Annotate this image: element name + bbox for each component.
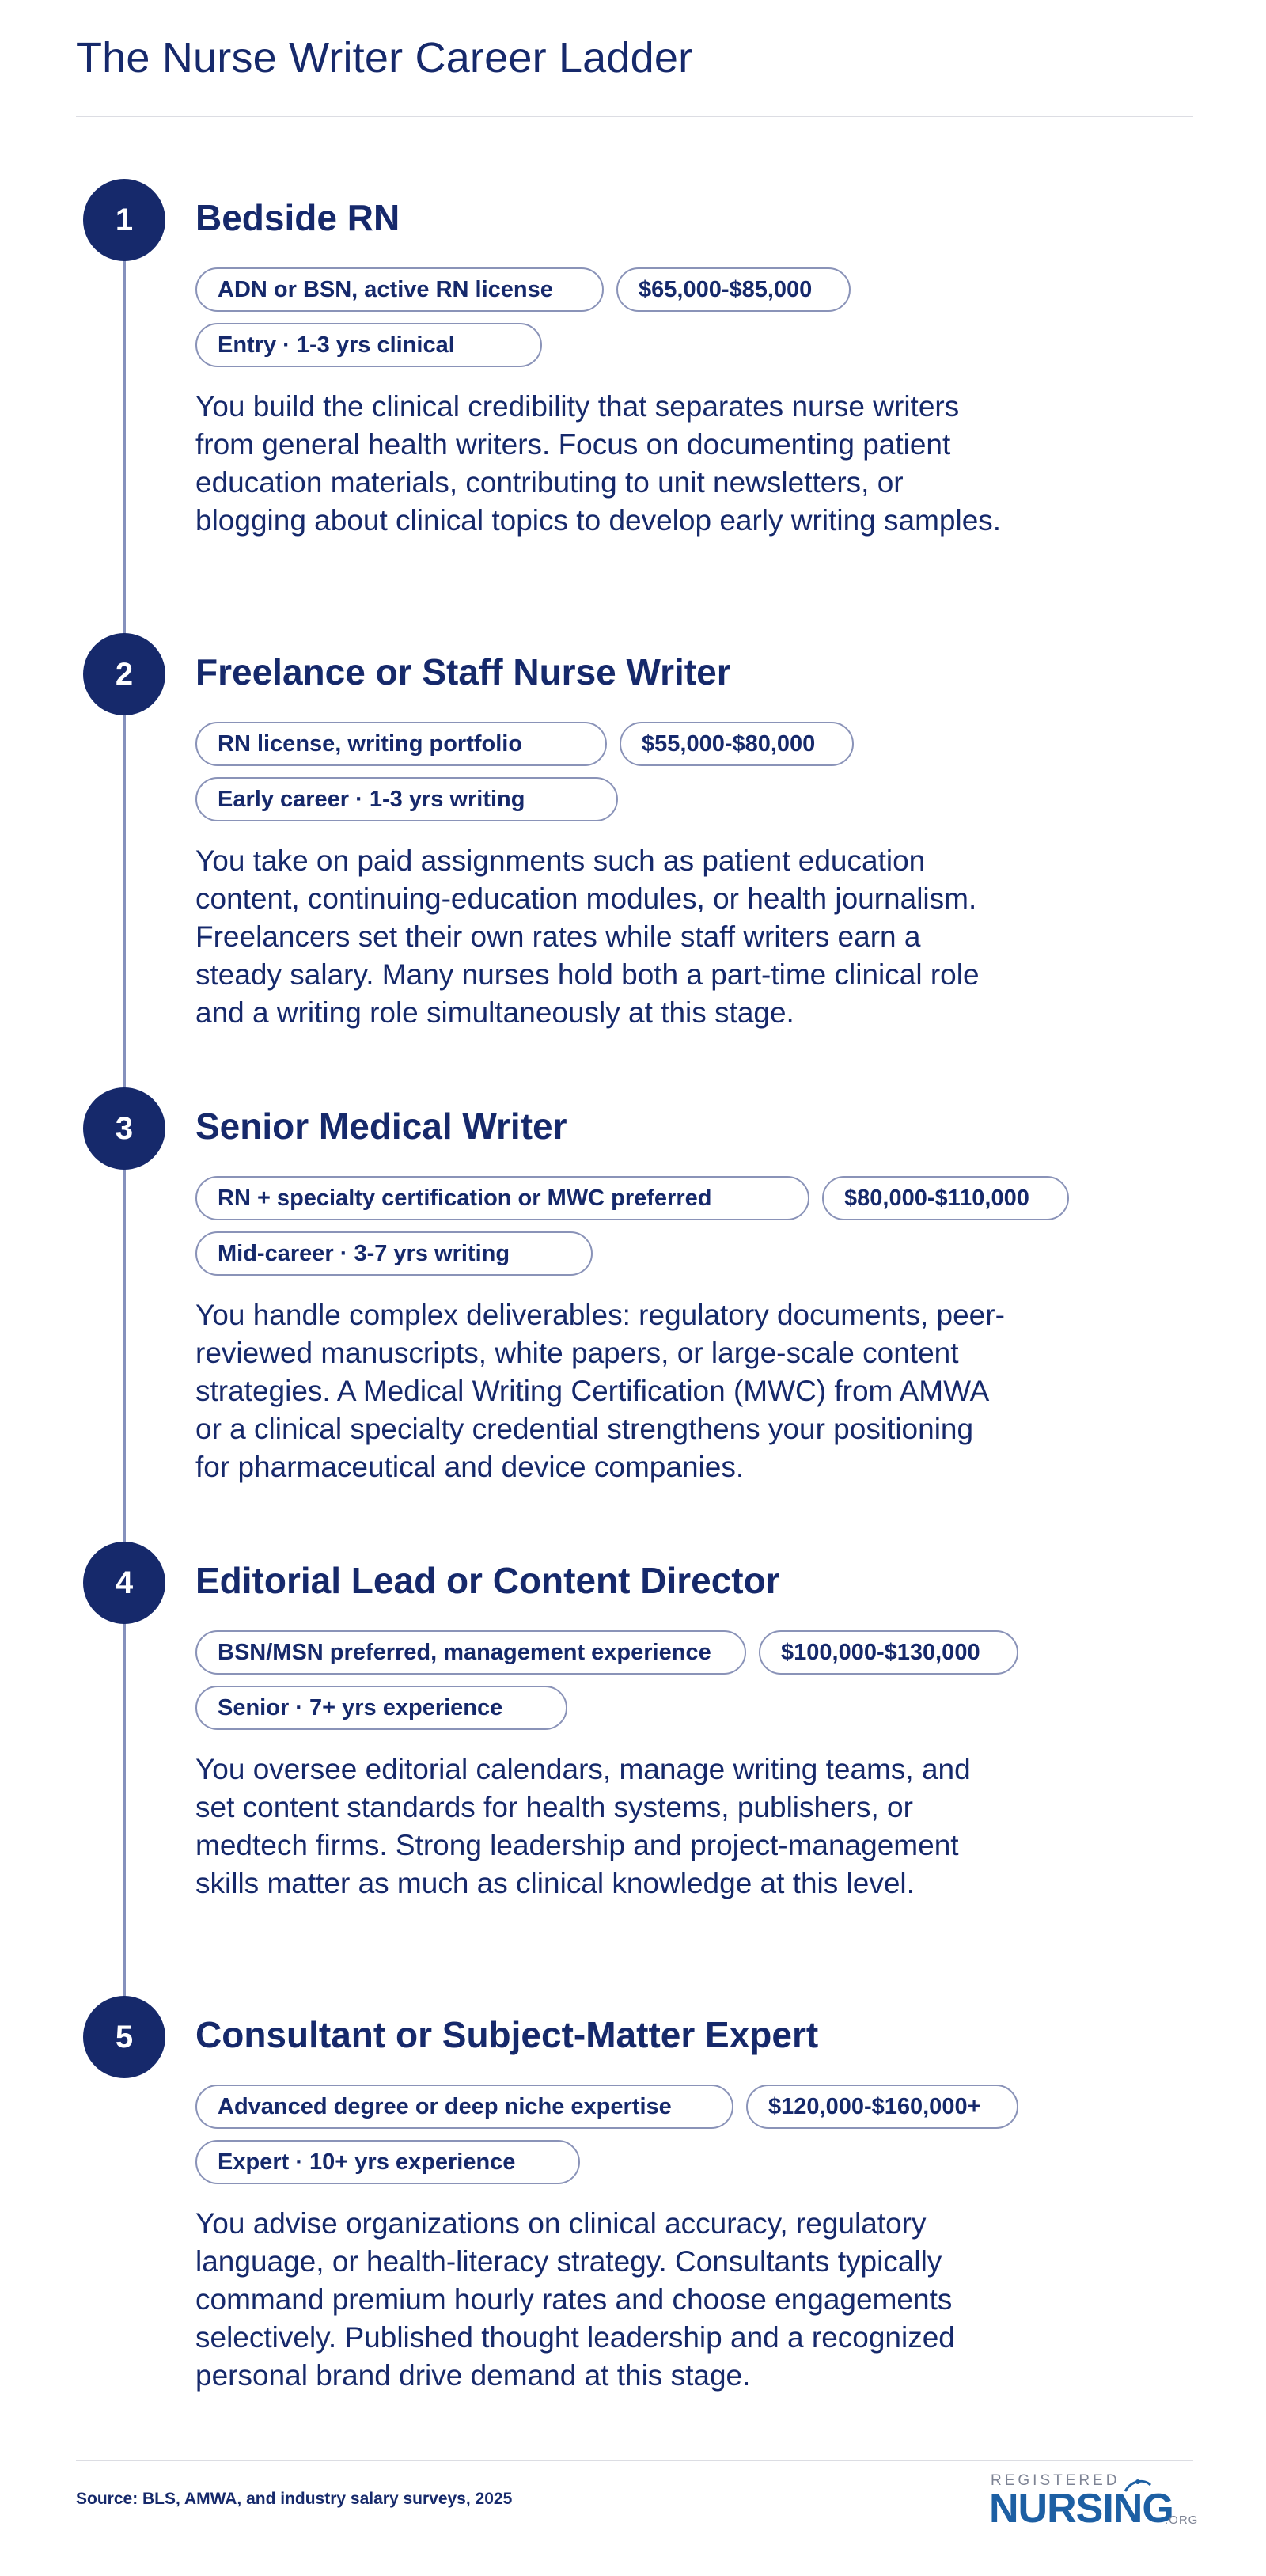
logo-top-text: REGISTERED <box>991 2472 1120 2489</box>
header-divider <box>76 116 1193 117</box>
step-number-badge: 1 <box>83 179 165 261</box>
level-pill: Senior · 7+ yrs experience <box>195 1686 567 1730</box>
step-tags <box>195 2085 1145 2195</box>
step-number-badge: 3 <box>83 1087 165 1170</box>
footer-divider <box>76 2460 1193 2461</box>
step-tags <box>195 267 1145 378</box>
step-title: Consultant or Subject-Matter Expert <box>195 2014 819 2055</box>
level-pill: Early career · 1-3 yrs writing <box>195 777 618 821</box>
salary-pill: $120,000-$160,000+ <box>746 2085 1018 2129</box>
step-description: You oversee editorial calendars, manage writing teams, and set content standards for health systems, publishers, or medtech firms. Strong leadership and project-management skills matter as much as clinical knowledge at this level. <box>195 1753 971 1899</box>
salary-pill: $65,000-$85,000 <box>616 267 851 312</box>
salary-pill: $55,000-$80,000 <box>620 722 854 766</box>
registered-nursing-logo <box>989 2472 1199 2532</box>
requirements-pill: Advanced degree or deep niche expertise <box>195 2085 733 2129</box>
salary-pill: $100,000-$130,000 <box>759 1630 1018 1675</box>
step-number-badge: 2 <box>83 633 165 715</box>
step-title: Bedside RN <box>195 197 400 238</box>
requirements-pill: RN + specialty certification or MWC preferred <box>195 1176 809 1220</box>
step-tags <box>195 1176 1145 1287</box>
page-title: The Nurse Writer Career Ladder <box>76 34 693 82</box>
salary-pill: $80,000-$110,000 <box>822 1176 1069 1220</box>
step-number-badge: 4 <box>83 1542 165 1624</box>
step-description: You build the clinical credibility that separates nurse writers from general health writers. Focus on documenting patient education materials, contributing to unit newsletters, or blogging about clinical topics to develop early writing samples. <box>195 390 1002 537</box>
requirements-pill: ADN or BSN, active RN license <box>195 267 604 312</box>
step-description: You handle complex deliverables: regulatory documents, peer-reviewed manuscripts, white papers, or large-scale content strategies. A Medical Writing Certification (MWC) from AMWA or a clinical specialty credential strengthens your positioning for pharmaceutical and device companies. <box>195 1299 1005 1483</box>
logo-suffix-text: .ORG <box>1165 2513 1199 2527</box>
step-title: Freelance or Staff Nurse Writer <box>195 651 731 692</box>
step-tags <box>195 1630 1145 1741</box>
step-tags <box>195 722 1145 833</box>
step-description: You advise organizations on clinical accuracy, regulatory language, or health-literacy strategy. Consultants typically command premium hourly rates and choose engagements selectively. Published thought leadership and a recognized personal brand drive demand at this stage. <box>195 2207 955 2392</box>
source-note: Source: BLS, AMWA, and industry salary surveys, 2025 <box>76 2490 513 2508</box>
logo-main-text: NURSING <box>989 2486 1173 2532</box>
level-pill: Expert · 10+ yrs experience <box>195 2140 580 2184</box>
level-pill: Mid-career · 3-7 yrs writing <box>195 1231 593 1276</box>
level-pill: Entry · 1-3 yrs clinical <box>195 323 542 367</box>
step-title: Senior Medical Writer <box>195 1106 567 1147</box>
requirements-pill: RN license, writing portfolio <box>195 722 607 766</box>
step-number-badge: 5 <box>83 1996 165 2078</box>
step-title: Editorial Lead or Content Director <box>195 1560 780 1601</box>
step-description: You take on paid assignments such as patient education content, continuing-education modules, or health journalism. Freelancers set their own rates while staff writers earn a steady salary. Many nurses hold both a part-time clinical role and a writing role simultaneously at this stage. <box>195 844 980 1029</box>
requirements-pill: BSN/MSN preferred, management experience <box>195 1630 746 1675</box>
